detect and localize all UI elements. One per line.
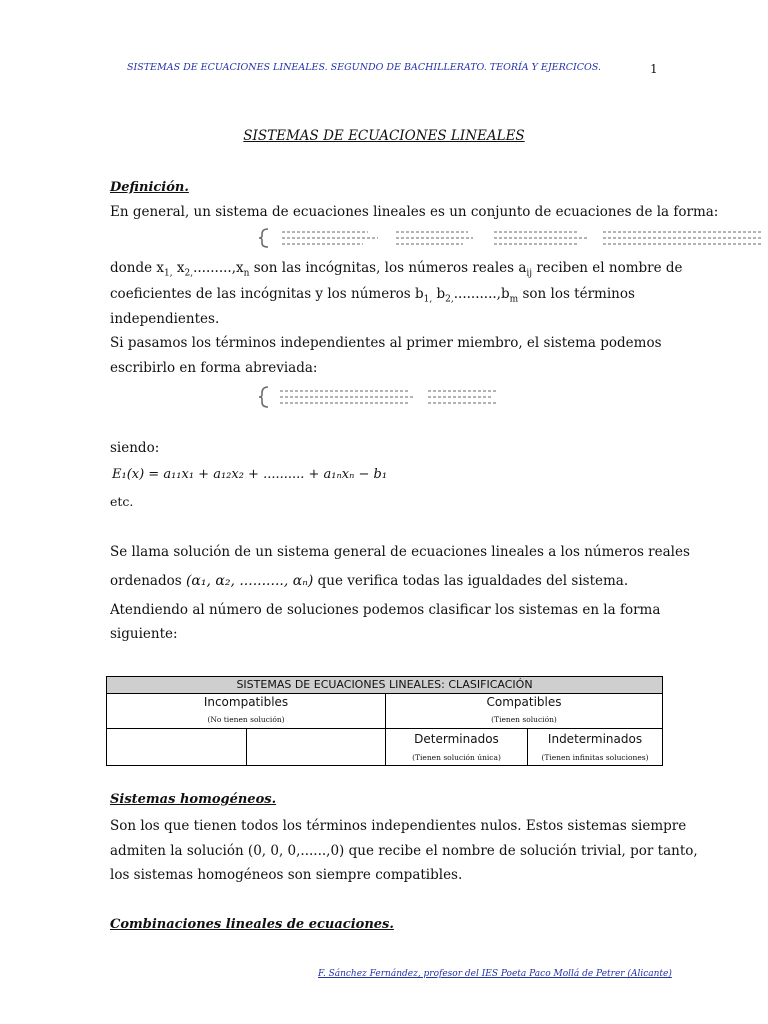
heading-definicion: Definición. [110, 180, 189, 195]
escribirlo-line: escribirlo en forma abreviada: [110, 360, 318, 376]
coeficientes-line: coeficientes de las incógnitas y los números $b_{1,}$ $b_{2,}..........,b_m$ son los términos [110, 286, 635, 305]
running-header: SISTEMAS DE ECUACIONES LINEALES. SEGUNDO DE BACHILLERATO. TEORÍA Y EJERCICOS. [126, 62, 602, 73]
solucion-line-3: Atendiendo al número de soluciones podemos clasificar los sistemas en la forma [110, 602, 661, 618]
solucion-line-2: ordenados (α₁, α₂, .........., αₙ) que verifica todas las igualdades del sistema. [110, 573, 629, 589]
empty-cell-2 [247, 729, 386, 766]
empty-cell-1 [107, 729, 247, 766]
homogeneos-line-3: los sistemas homogéneos son siempre compatibles. [110, 867, 463, 883]
homogeneos-line-1: Son los que tienen todos los términos independientes nulos. Estos sistemas siempre [110, 818, 687, 834]
siendo-line: siendo: [110, 440, 160, 456]
determinados-cell: Determinados (Tienen solución única) [386, 729, 528, 766]
heading-homogeneos: Sistemas homogéneos. [110, 792, 277, 807]
indeterminados-cell: Indeterminados (Tienen infinitas soluciones) [528, 729, 663, 766]
equation-system-image [258, 226, 768, 250]
document-title: SISTEMAS DE ECUACIONES LINEALES [243, 128, 525, 144]
si-pasamos-line: Si pasamos los términos independientes al primer miembro, el sistema podemos [110, 335, 662, 351]
compatibles-cell: Compatibles (Tienen solución) [386, 694, 663, 729]
homogeneos-line-2: admiten la solución (0, 0, 0,......,0) que recibe el nombre de solución trivial, por tanto, [110, 843, 698, 859]
formula-e1: E₁(x) = a₁₁x₁ + a₁₂x₂ + .......... + a₁ₙxₙ − b₁ [112, 467, 388, 482]
intro-line: En general, un sistema de ecuaciones lineales es un conjunto de ecuaciones de la forma: [110, 204, 719, 220]
independientes-line: independientes. [110, 311, 220, 327]
page-number: 1 [650, 62, 658, 76]
abbreviated-system-image [258, 384, 508, 410]
solucion-line-1: Se llama solución de un sistema general de ecuaciones lineales a los números reales [110, 544, 690, 560]
solucion-line-4: siguiente: [110, 626, 178, 642]
table-header: SISTEMAS DE ECUACIONES LINEALES: CLASIFICACIÓN [107, 677, 663, 694]
footer-author: F. Sánchez Fernández, profesor del IES Poeta Paco Mollá de Petrer (Alicante) [318, 969, 672, 979]
etc-line: etc. [110, 494, 134, 509]
incompatibles-cell: Incompatibles (No tienen solución) [107, 694, 386, 729]
heading-combinaciones: Combinaciones lineales de ecuaciones. [110, 917, 394, 932]
classification-table [106, 676, 663, 766]
donde-line: donde $x_{1,}$ $x_{2,}.........,x_n$ son las incógnitas, los números reales $a_{ij}$ reciben el nombre de [110, 260, 683, 279]
